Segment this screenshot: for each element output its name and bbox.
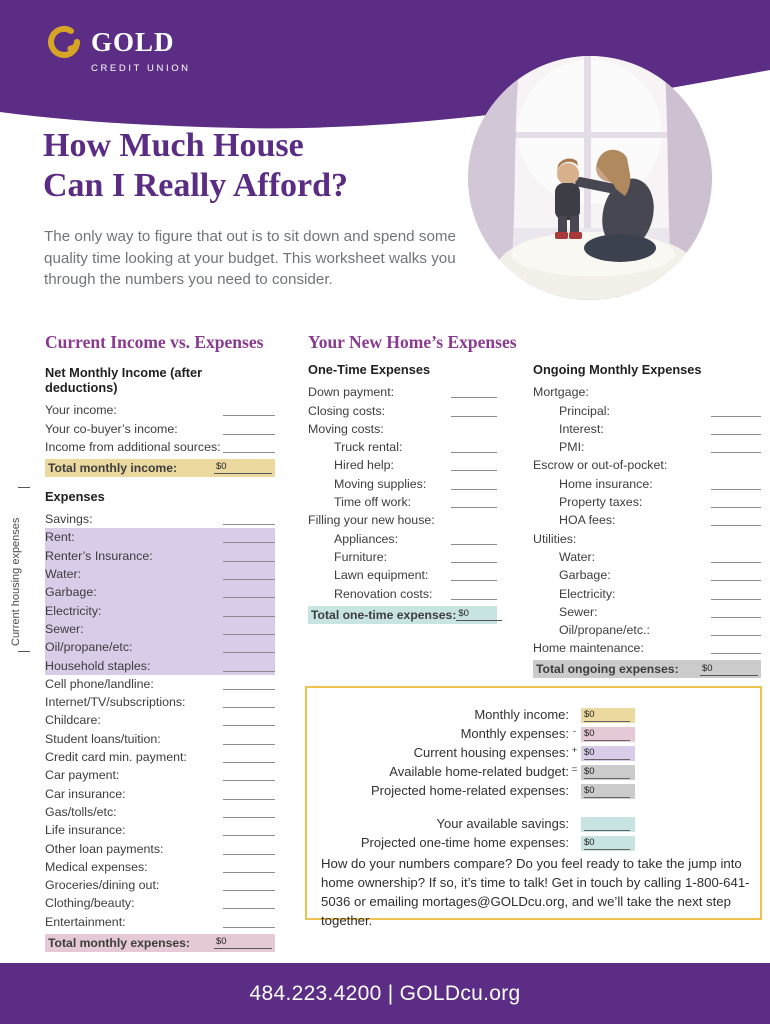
summary-value: $0: [584, 765, 630, 779]
worksheet-row: [533, 511, 761, 529]
worksheet-row: [308, 456, 497, 474]
fill-in-line[interactable]: [711, 404, 761, 417]
page-title-line2: Can I Really Afford?: [43, 167, 349, 205]
row-label: PMI:: [559, 440, 585, 455]
fill-in-line[interactable]: [451, 477, 497, 490]
summary-value: $0: [584, 836, 630, 850]
fill-in-line[interactable]: [223, 915, 275, 928]
total-expenses-row: [45, 934, 275, 952]
fill-in-line[interactable]: [223, 860, 275, 873]
worksheet-row: [45, 528, 275, 546]
worksheet-row: [533, 474, 761, 492]
row-label: Home insurance:: [559, 476, 653, 491]
fill-in-line[interactable]: [711, 623, 761, 636]
page-title-line1: How Much House: [43, 127, 304, 164]
worksheet-row: [308, 474, 497, 492]
worksheet-row: [308, 438, 497, 456]
worksheet-row: [45, 656, 275, 674]
row-label: Car payment:: [45, 768, 120, 783]
worksheet-row: [308, 529, 497, 547]
fill-in-line[interactable]: [451, 404, 497, 417]
fill-in-line[interactable]: [711, 422, 761, 435]
row-label: Sewer:: [45, 621, 84, 636]
summary-operator: =: [571, 764, 578, 775]
worksheet-row: [45, 583, 275, 601]
total-ongoing-label: Total ongoing expenses:: [536, 662, 679, 677]
row-label: Down payment:: [308, 385, 395, 400]
fill-in-line[interactable]: [451, 440, 497, 453]
worksheet-row: [308, 383, 497, 401]
total-income-label: Total monthly income:: [48, 460, 178, 475]
fill-in-line[interactable]: [223, 512, 275, 525]
worksheet-row: [533, 420, 761, 438]
fill-in-line[interactable]: [223, 585, 275, 598]
row-label: Principal:: [559, 403, 610, 418]
summary-value: $0: [584, 746, 630, 760]
worksheet-row: [533, 584, 761, 602]
summary-row: [307, 704, 635, 723]
row-label: Clothing/beauty:: [45, 896, 135, 911]
one-time-expenses-column: [308, 362, 497, 624]
row-label: Sewer:: [559, 604, 598, 619]
worksheet-row: [45, 784, 275, 802]
row-label: Rent:: [45, 530, 75, 545]
summary-label: Monthly expenses:: [460, 726, 569, 741]
fill-in-line[interactable]: [223, 768, 275, 781]
summary-value-chip[interactable]: [581, 708, 635, 723]
income-rows: [45, 401, 275, 456]
fill-in-line[interactable]: [711, 605, 761, 618]
worksheet-row: [45, 858, 275, 876]
intro-text: The only way to figure that out is to sit down and spend some quality time looking at your budget. This worksheet walks you through the numbers you need to consider.: [44, 228, 456, 289]
fill-in-line[interactable]: [223, 403, 275, 416]
worksheet-row: [45, 821, 275, 839]
summary-value: $0: [584, 727, 630, 741]
row-label: Water:: [559, 549, 596, 564]
one-time-heading: One-Time Expenses: [308, 362, 431, 377]
fill-in-line[interactable]: [711, 440, 761, 453]
expenses-post-rows: [45, 675, 275, 931]
worksheet-row: [45, 638, 275, 656]
summary-operator: -: [572, 726, 577, 737]
row-label: Electricity:: [45, 603, 102, 618]
row-label: Household staples:: [45, 658, 151, 673]
row-label: Furniture:: [334, 549, 388, 564]
total-one-time-label: Total one-time expenses:: [311, 607, 457, 622]
worksheet-row: [45, 675, 275, 693]
housing-expenses-block: [45, 528, 275, 674]
worksheet-row: [308, 584, 497, 602]
worksheet-row: [533, 401, 761, 419]
fill-in-line[interactable]: [451, 550, 497, 563]
worksheet-row: [533, 639, 761, 657]
fill-in-line[interactable]: [223, 805, 275, 818]
row-label: Lawn equipment:: [334, 568, 429, 583]
worksheet-row: [308, 511, 497, 529]
footer-band: [0, 963, 770, 1024]
row-label: Garbage:: [559, 568, 611, 583]
summary-row: [307, 813, 635, 832]
worksheet-row: [45, 620, 275, 638]
fill-in-line[interactable]: [711, 641, 761, 654]
fill-in-line[interactable]: [711, 513, 761, 526]
fill-in-line[interactable]: [451, 532, 497, 545]
summary-label: Projected one-time home expenses:: [360, 835, 569, 850]
row-label: Hired help:: [334, 458, 394, 473]
worksheet-row: [45, 803, 275, 821]
summary-value-chip[interactable]: [581, 817, 635, 832]
fill-in-line[interactable]: [223, 440, 275, 453]
summary-row: [307, 832, 635, 851]
row-label: Cell phone/landline:: [45, 676, 154, 691]
row-label: Moving supplies:: [334, 476, 427, 491]
total-one-time-row: [308, 606, 497, 624]
page-title: [43, 126, 348, 206]
summary-label: Your available savings:: [436, 816, 569, 831]
expenses-subheading: Expenses: [45, 488, 105, 504]
row-label: Credit card min. payment:: [45, 750, 187, 765]
worksheet-row: [533, 566, 761, 584]
row-label: Interest:: [559, 421, 604, 436]
total-ongoing-value[interactable]: $0: [700, 663, 758, 676]
summary-value: [584, 817, 630, 831]
total-income-value[interactable]: $0: [214, 461, 272, 474]
row-label: Income from additional sources:: [45, 439, 221, 454]
row-label: Water:: [45, 567, 82, 582]
row-label: Childcare:: [45, 713, 101, 728]
worksheet-row: [533, 383, 761, 401]
worksheet-row: [45, 748, 275, 766]
worksheet-row: [45, 912, 275, 930]
row-label: Utilities:: [533, 531, 577, 546]
bracket-tick-top: [18, 487, 30, 488]
worksheet-row: [45, 729, 275, 747]
row-label: Filling your new house:: [308, 513, 435, 528]
summary-row: [307, 742, 635, 761]
fill-in-line[interactable]: [223, 842, 275, 855]
gold-logo-icon: [44, 22, 84, 62]
bracket-tick-bottom: [18, 651, 30, 652]
worksheet-row: [45, 766, 275, 784]
fill-in-line[interactable]: [451, 587, 497, 600]
logo-text: GOLD: [91, 26, 175, 57]
worksheet-row: [533, 548, 761, 566]
fill-in-line[interactable]: [223, 640, 275, 653]
fill-in-line[interactable]: [223, 732, 275, 745]
fill-in-line[interactable]: [451, 568, 497, 581]
row-label: Savings:: [45, 512, 93, 527]
row-label: Student loans/tuition:: [45, 731, 161, 746]
worksheet-row: [45, 510, 275, 528]
total-expenses-value[interactable]: $0: [214, 936, 272, 949]
worksheet-row: [45, 401, 275, 419]
hero-photo: [468, 56, 712, 300]
right-section-heading: Your New Home’s Expenses: [308, 332, 517, 352]
worksheet-row: [308, 401, 497, 419]
row-label: Internet/TV/subscriptions:: [45, 695, 186, 710]
summary-row: [307, 723, 635, 742]
fill-in-line[interactable]: [223, 695, 275, 708]
summary-row: [307, 761, 635, 780]
row-label: Your income:: [45, 403, 117, 418]
summary-label: Projected home-related expenses:: [370, 783, 569, 798]
fill-in-line[interactable]: [451, 458, 497, 471]
worksheet-row: [45, 711, 275, 729]
row-label: Electricity:: [559, 586, 616, 601]
fill-in-line[interactable]: [223, 567, 275, 580]
row-label: Truck rental:: [334, 440, 403, 455]
summary-rows: [307, 688, 760, 851]
summary-value-chip[interactable]: [581, 836, 635, 851]
row-label: Renovation costs:: [334, 586, 433, 601]
row-label: Medical expenses:: [45, 859, 148, 874]
row-label: Groceries/dining out:: [45, 878, 160, 893]
fill-in-line[interactable]: [451, 495, 497, 508]
row-label: HOA fees:: [559, 513, 616, 528]
left-section-heading: Current Income vs. Expenses: [45, 332, 264, 352]
summary-value-chip[interactable]: [581, 746, 635, 761]
row-label: Oil/propane/etc.:: [559, 623, 650, 638]
worksheet-row: [533, 603, 761, 621]
row-label: Life insurance:: [45, 823, 126, 838]
worksheet-row: [45, 693, 275, 711]
row-label: Entertainment:: [45, 914, 126, 929]
worksheet-row: [533, 621, 761, 639]
fill-in-line[interactable]: [711, 495, 761, 508]
summary-label: Available home-related budget:: [389, 764, 569, 779]
fill-in-line[interactable]: [223, 750, 275, 763]
summary-box: [305, 686, 762, 929]
ongoing-expenses-column: [533, 362, 761, 678]
worksheet-row: [308, 566, 497, 584]
summary-value-chip[interactable]: [581, 727, 635, 742]
worksheet-row: [45, 601, 275, 619]
worksheet-row: [45, 839, 275, 857]
fill-in-line[interactable]: [223, 896, 275, 909]
fill-in-line[interactable]: [223, 659, 275, 672]
row-label: Property taxes:: [559, 495, 643, 510]
worksheet-row: [533, 529, 761, 547]
summary-value-chip[interactable]: [581, 765, 635, 780]
fill-in-line[interactable]: [223, 677, 275, 690]
gold-logo: [44, 22, 191, 74]
summary-value-chip[interactable]: [581, 784, 635, 799]
row-label: Other loan payments:: [45, 841, 164, 856]
row-label: Escrow or out-of-pocket:: [533, 458, 668, 473]
worksheet-row: [45, 438, 275, 456]
summary-value: $0: [584, 784, 630, 798]
total-one-time-value[interactable]: $0: [456, 608, 502, 621]
footer-contact: 484.223.4200 | GOLDcu.org: [249, 981, 521, 1005]
one-time-rows: [308, 383, 497, 603]
fill-in-line[interactable]: [223, 422, 275, 435]
fill-in-line[interactable]: [223, 713, 275, 726]
row-label: Car insurance:: [45, 786, 126, 801]
worksheet-row: [308, 548, 497, 566]
income-subheading: Net Monthly Income (after deductions): [45, 365, 203, 395]
fill-in-line[interactable]: [451, 385, 497, 398]
total-expenses-label: Total monthly expenses:: [48, 935, 190, 950]
worksheet-row: [308, 493, 497, 511]
summary-spacer: [307, 799, 635, 813]
row-label: Home maintenance:: [533, 641, 644, 656]
total-income-row: [45, 459, 275, 477]
row-label: Mortgage:: [533, 385, 589, 400]
worksheet-row: [45, 894, 275, 912]
fill-in-line[interactable]: [711, 550, 761, 563]
fill-in-line[interactable]: [223, 549, 275, 562]
summary-value: $0: [584, 708, 630, 722]
row-label: Moving costs:: [308, 421, 384, 436]
worksheet-row: [308, 420, 497, 438]
expenses-pre-rows: [45, 510, 275, 528]
summary-row: [307, 780, 635, 799]
fill-in-line[interactable]: [223, 787, 275, 800]
worksheet-row: [45, 876, 275, 894]
fill-in-line[interactable]: [223, 878, 275, 891]
summary-label: Monthly income:: [474, 707, 569, 722]
row-label: Appliances:: [334, 531, 399, 546]
worksheet-row: [45, 565, 275, 583]
logo-subtext: CREDIT UNION: [91, 63, 191, 74]
row-label: Renter’s Insurance:: [45, 548, 153, 563]
row-label: Garbage:: [45, 585, 97, 600]
row-label: Gas/tolls/etc:: [45, 804, 117, 819]
fill-in-line[interactable]: [711, 568, 761, 581]
ongoing-heading: Ongoing Monthly Expenses: [533, 362, 702, 377]
total-ongoing-row: [533, 660, 761, 678]
ongoing-rows: [533, 383, 761, 657]
housing-vertical-label: Current housing expenses: [10, 517, 22, 646]
summary-operator: +: [571, 745, 578, 756]
fill-in-line[interactable]: [223, 604, 275, 617]
fill-in-line[interactable]: [711, 477, 761, 490]
worksheet-row: [533, 438, 761, 456]
fill-in-line[interactable]: [223, 823, 275, 836]
fill-in-line[interactable]: [223, 530, 275, 543]
row-label: Oil/propane/etc:: [45, 640, 133, 655]
summary-label: Current housing expenses:: [413, 745, 569, 760]
worksheet-row: [45, 546, 275, 564]
summary-note: How do your numbers compare? Do you feel ready to take the jump into home ownership? If so, it’s time to talk! Get in touch by calling 1-800-641-5036 or emailing mortages@GOLDcu.org, and we’ll take the next step together.: [321, 856, 750, 929]
hero-photo-illustration: [468, 56, 712, 300]
worksheet-row: [533, 456, 761, 474]
worksheet-row: [45, 419, 275, 437]
income-expenses-column: [45, 332, 275, 952]
fill-in-line[interactable]: [223, 622, 275, 635]
row-label: Your co-buyer’s income:: [45, 421, 178, 436]
row-label: Closing costs:: [308, 403, 386, 418]
worksheet-row: [533, 493, 761, 511]
fill-in-line[interactable]: [711, 587, 761, 600]
row-label: Time off work:: [334, 495, 412, 510]
